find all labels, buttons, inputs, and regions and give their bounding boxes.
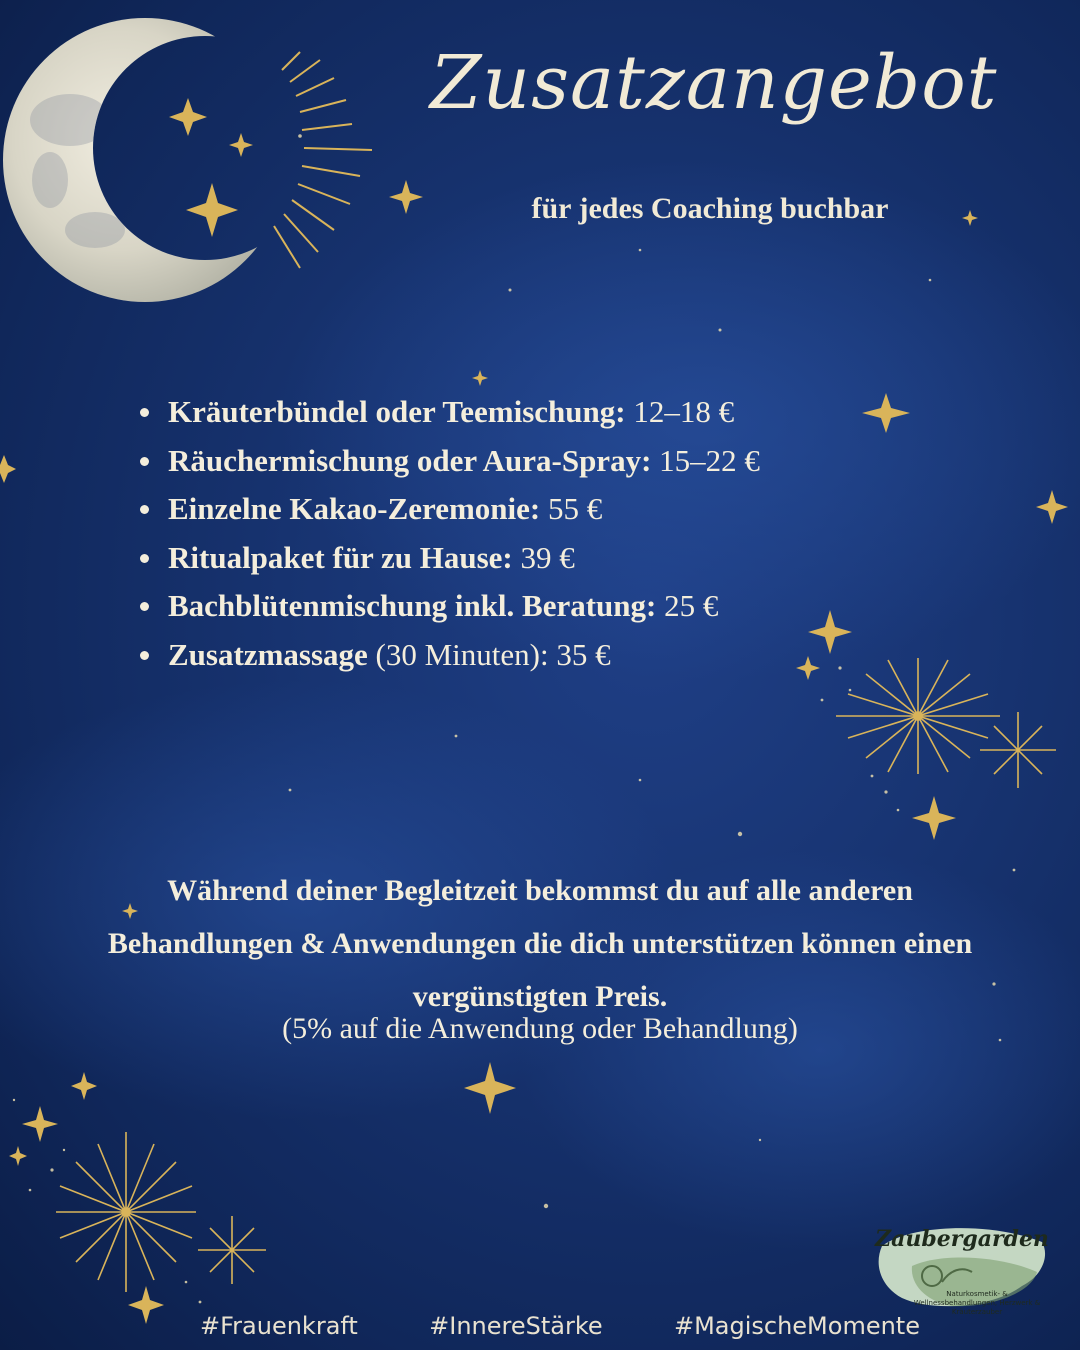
offer-price: 12–18 € [625,394,735,429]
offer-price: 39 € [512,539,575,575]
offer-name: Zusatzmassage [168,636,368,672]
list-item [138,631,938,680]
moon-icon [0,0,300,310]
offer-name: Kräuterbündel oder Teemischung: [168,394,626,429]
hashtag: #InnereStärke [429,1312,603,1340]
list-item [138,485,938,534]
logo-name: Zaubergarden [875,1226,1049,1252]
offer-detail: (30 Minuten): [367,636,549,672]
offer-list [138,388,938,679]
hashtag-bar [200,1312,920,1340]
discount-note: Während deiner Begleitzeit bekommst du auf alle anderen Behandlungen & Anwendungen die dich unterstützen können einen vergünstigten Preis. [107,874,973,1013]
list-item [138,582,938,631]
offer-name: Räuchermischung oder Aura-Spray: [168,442,652,478]
list-item [138,388,938,437]
offer-price: 25 € [656,588,719,623]
brand-logo [872,1216,1052,1316]
discount-note-detail: (5% auf die Anwendung oder Behandlung) [282,1012,798,1045]
page-subtitle: für jedes Coaching buchbar [531,192,889,225]
offer-price: 55 € [540,491,603,526]
hashtag: #MagischeMomente [673,1312,920,1340]
logo-tagline: Naturkosmetik- & Wellnessbehandlungen, Herzwerk & Kräuterzauber [913,1290,1041,1316]
list-item [138,534,938,583]
offer-price: 35 € [548,636,611,672]
offer-price: 15–22 € [651,442,760,478]
offer-name: Bachblütenmischung inkl. Beratung: [168,588,657,623]
offer-name: Einzelne Kakao-Zeremonie: [168,491,541,526]
offer-name: Ritualpaket für zu Hause: [168,539,513,575]
hashtag: #Frauenkraft [200,1312,358,1340]
page-title: Zusatzangebot [430,40,998,126]
list-item [138,437,938,486]
